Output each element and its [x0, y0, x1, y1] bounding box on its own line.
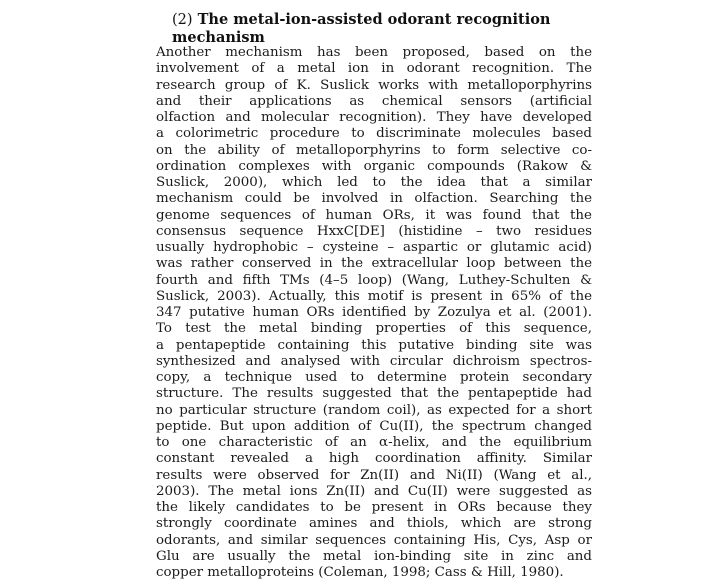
text-line: usually hydrophobic – cysteine – aspartic or glutamic acid): [156, 240, 592, 255]
text-line: the likely candidates to be present in ORs because they: [156, 500, 592, 515]
text-line: on the ability of metalloporphyrins to form selective co-: [156, 142, 592, 158]
text-line: synthesized and analysed with circular dichroism spectros-: [156, 353, 592, 369]
section-number: (2): [172, 12, 193, 28]
text-line: results were observed for Zn(II) and Ni(II) (Wang et al.,: [156, 467, 592, 483]
text-line: genome sequences of human ORs, it was found that the: [156, 207, 592, 223]
text-line: Suslick, 2000), which led to the idea that a similar: [156, 175, 592, 190]
section-heading: [172, 11, 592, 46]
text-line: odorants, and similar sequences containing His, Cys, Asp or: [156, 532, 592, 548]
text-line: Glu are usually the metal ion-binding site in zinc and: [156, 548, 592, 564]
text-line: olfaction and molecular recognition). They have developed: [156, 110, 592, 125]
text-line: structure. The results suggested that the pentapeptide had: [156, 386, 592, 402]
text-line: To test the metal binding properties of this sequence,: [156, 321, 592, 337]
text-line: copy, a technique used to determine protein secondary: [156, 370, 592, 385]
text-line: involvement of a metal ion in odorant recognition. The: [156, 61, 592, 77]
text-line: and their applications as chemical sensors (artificial: [156, 93, 592, 109]
text-line: copper metalloproteins (Coleman, 1998; Cass & Hill, 1980).: [156, 565, 564, 580]
text-line: peptide. But upon addition of Cu(II), the spectrum changed: [156, 418, 592, 434]
text-line: Another mechanism has been proposed, based on the: [156, 45, 592, 60]
body-paragraph: [156, 45, 592, 581]
section-title-line-2: mechanism: [172, 29, 265, 46]
text-line: Suslick, 2003). Actually, this motif is present in 65% of the: [156, 288, 592, 304]
text-line: research group of K. Suslick works with metalloporphyrins: [156, 77, 592, 93]
text-line: fourth and fifth TMs (4–5 loop) (Wang, Luthey-Schulten &: [156, 272, 592, 288]
text-line: 2003). The metal ions Zn(II) and Cu(II) were suggested as: [156, 483, 592, 499]
section-title-line-1: The metal-ion-assisted odorant recognition: [197, 11, 551, 28]
text-line: a colorimetric procedure to discriminate molecules based: [156, 126, 592, 142]
text-line: strongly coordinate amines and thiols, which are strong: [156, 516, 592, 532]
text-line: consensus sequence HxxC[DE] (histidine – two residues: [156, 223, 592, 239]
text-line: ordination complexes with organic compounds (Rakow &: [156, 158, 592, 174]
text-line: a pentapeptide containing this putative binding site was: [156, 337, 592, 353]
text-line: constant revealed a high coordination affinity. Similar: [156, 451, 592, 467]
text-line: mechanism could be involved in olfaction. Searching the: [156, 191, 592, 207]
text-line: 347 putative human ORs identified by Zozulya et al. (2001).: [156, 305, 592, 320]
text-line: no particular structure (random coil), as expected for a short: [156, 402, 592, 418]
text-line: was rather conserved in the extracellular loop between the: [156, 256, 592, 272]
text-line: to one characteristic of an α-helix, and the equilibrium: [156, 435, 592, 450]
